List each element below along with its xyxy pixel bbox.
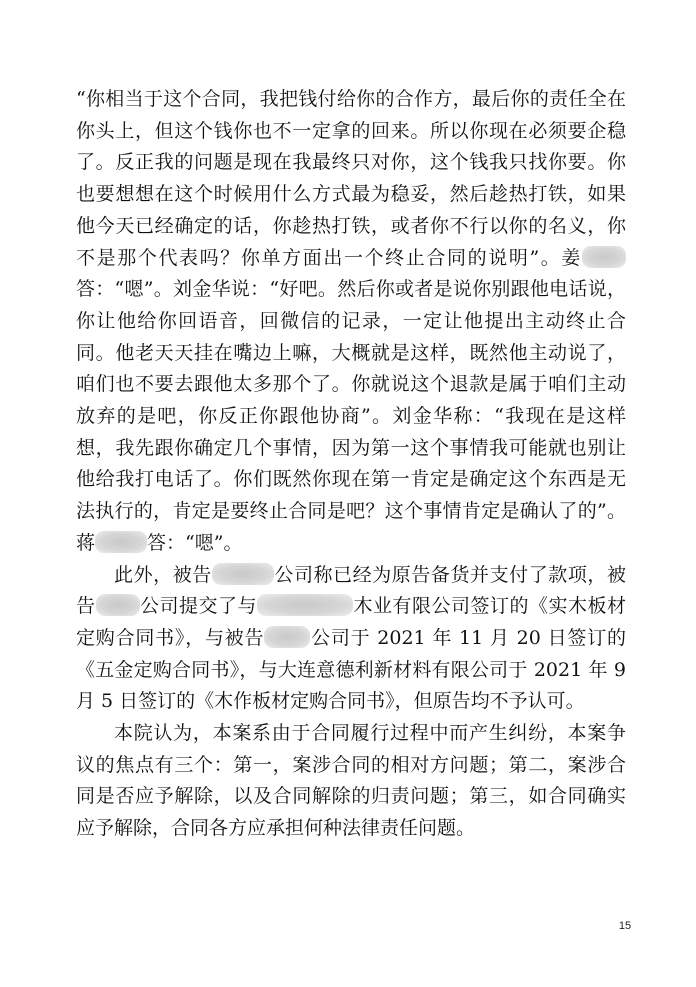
redaction-mark (96, 594, 140, 616)
paragraph-defendant-part-5: 公司于 2021 年 11 月 20 日签订的《五金定购合同书》，与大连意德利新材料有限公司于 2021 年 9 月 5 日签订的《木作板材定购合同书》，但原告均不予认可。 (76, 626, 626, 713)
paragraph-quote (76, 84, 626, 560)
redaction-mark (582, 246, 626, 268)
paragraph-quote-part-1: “你相当于这个合同，我把钱付给你的合作方，最后你的责任全在你头上，但这个钱你也不一定拿的回来。所以你现在必须要企稳了。反正我的问题是现在我最终只对你，这个钱我只找你要。你也要想想在这个时候用什么方式最为稳妥，然后趁热打铁，如果他今天已经确定的话，你趁热打铁，或者你不行以你的名义，你不是那个代表吗？你单方面出一个终止合同的说明”。姜 (76, 88, 626, 269)
paragraph-defendant-part-4: 木业有限公司签订的《实木板材定购合同书》，与被告 (76, 595, 626, 649)
redaction-mark (95, 531, 147, 553)
paragraph-defendant-part-3: 公司提交了与 (139, 595, 257, 618)
page-number: 15 (618, 920, 632, 932)
paragraph-court-opinion: 本院认为，本案系由于合同履行过程中而产生纠纷，本案争议的焦点有三个：第一，案涉合同的相对方问题；第二，案涉合同是否应予解除，以及合同解除的归责问题；第三，如合同确实应予解除，合同各方应承担何种法律责任问题。 (76, 722, 626, 840)
paragraph-quote-part-3: 答：“嗯”。 (147, 531, 243, 554)
redaction-mark (264, 626, 310, 648)
body-text (76, 84, 626, 845)
paragraph-quote-part-2: 答：“嗯”。刘金华说：“好吧。然后你或者是说你别跟他电话说，你让他给你回语音，回微信的记录，一定让他提出主动终止合同。他老天天挂在嘴边上嘛，大概就是这样，既然他主动说了，咱们也不要去跟他太多那个了。你就说这个退款是属于咱们主动放弃的是吧，你反正你跟他协商”。刘金华称：“我现在是这样想，我先跟你确定几个事情，因为第一这个事情我可能就也别让他给我打电话了。你们既然你现在第一肯定是确定这个东西是无法执行的，肯定是要终止合同是吧？这个事情肯定是确认了的”。蒋 (76, 278, 626, 554)
redaction-mark (212, 563, 274, 585)
paragraph-defendant-part-2: 公司称已经为原告备货并支付了款项，被告 (76, 563, 626, 618)
paragraph-defendant-part-1: 此外，被告 (114, 563, 212, 586)
paragraph-defendant-claims (76, 560, 626, 719)
redaction-mark (257, 594, 353, 616)
